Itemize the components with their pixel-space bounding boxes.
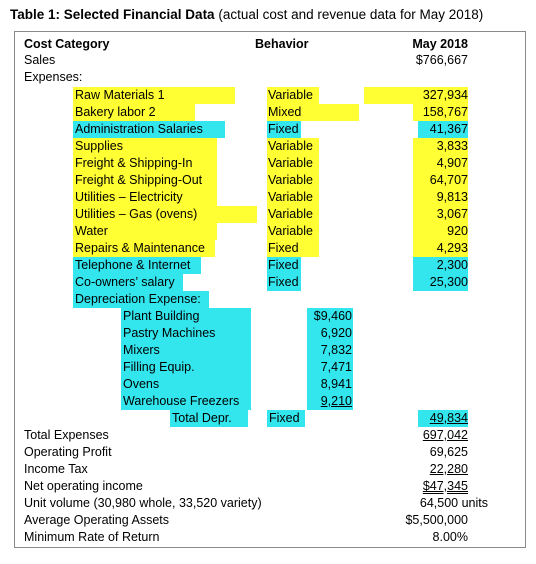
expense-behavior: Fixed xyxy=(268,122,299,136)
expense-value: 327,934 xyxy=(422,88,468,102)
summary-value: 64,500 units xyxy=(419,496,488,510)
expense-value: 4,293 xyxy=(436,241,468,255)
expense-label: Telephone & Internet xyxy=(75,258,191,272)
expense-label: Supplies xyxy=(75,139,123,153)
expense-behavior: Variable xyxy=(268,88,313,102)
expense-behavior: Variable xyxy=(268,190,313,204)
summary-value: 22,280 xyxy=(429,462,468,476)
depreciation-item-value: 7,471 xyxy=(320,360,352,374)
expense-behavior: Fixed xyxy=(268,275,299,289)
expense-behavior: Variable xyxy=(268,139,313,153)
expense-label: Bakery labor 2 xyxy=(75,105,156,119)
expense-behavior: Variable xyxy=(268,173,313,187)
depreciation-item-label: Ovens xyxy=(123,377,160,391)
summary-value: $47,345 xyxy=(422,479,468,493)
depreciation-label: Depreciation Expense: xyxy=(75,292,201,306)
depreciation-item-label: Pastry Machines xyxy=(123,326,216,340)
summary-value: 8.00% xyxy=(432,530,468,544)
depreciation-item-value: 7,832 xyxy=(320,343,352,357)
expense-label: Freight & Shipping-In xyxy=(75,156,193,170)
depreciation-item-label: Warehouse Freezers xyxy=(123,394,240,408)
expense-behavior: Fixed xyxy=(268,241,299,255)
expense-behavior: Mixed xyxy=(268,105,302,119)
total-depr-label-text: Total Depr. xyxy=(172,411,232,425)
expense-label: Co-owners’ salary xyxy=(75,275,175,289)
total-depr-behavior: Fixed xyxy=(269,411,300,425)
expense-value: 25,300 xyxy=(429,275,468,289)
depreciation-item-value: 6,920 xyxy=(320,326,352,340)
expense-label: Water xyxy=(75,224,108,238)
expense-behavior: Variable xyxy=(268,156,313,170)
depreciation-item-label: Plant Building xyxy=(123,309,200,323)
summary-label: Unit volume (30,980 whole, 33,520 variety) xyxy=(24,496,262,510)
expense-label: Administration Salaries xyxy=(75,122,203,136)
expense-value: 41,367 xyxy=(429,122,468,136)
table-title-rest: (actual cost and revenue data for May 2018) xyxy=(214,7,484,22)
summary-label: Operating Profit xyxy=(24,445,112,459)
sales-label: Sales xyxy=(24,53,56,67)
expense-value: 158,767 xyxy=(422,105,468,119)
table-title xyxy=(10,7,483,22)
depreciation-item-value: 9,210 xyxy=(320,394,352,408)
expense-value: 2,300 xyxy=(436,258,468,272)
expense-behavior: Fixed xyxy=(268,258,299,272)
depreciation-item-label: Mixers xyxy=(123,343,160,357)
summary-label: Net operating income xyxy=(24,479,143,493)
expense-value: 3,833 xyxy=(436,139,468,153)
expense-label: Repairs & Maintenance xyxy=(75,241,205,255)
summary-label: Minimum Rate of Return xyxy=(24,530,160,544)
expense-behavior: Variable xyxy=(268,224,313,238)
expense-behavior: Variable xyxy=(268,207,313,221)
expenses-label: Expenses: xyxy=(24,70,83,84)
total-depr-value: 49,834 xyxy=(429,411,468,425)
total-depr-label xyxy=(172,411,232,426)
summary-label: Income Tax xyxy=(24,462,88,476)
expense-value: 3,067 xyxy=(436,207,468,221)
depreciation-item-value: $9,460 xyxy=(313,309,352,323)
summary-label: Average Operating Assets xyxy=(24,513,169,527)
highlight-gas-extra xyxy=(217,206,257,223)
header-category: Cost Category xyxy=(24,37,110,51)
expense-value: 64,707 xyxy=(429,173,468,187)
depreciation-item-value: 8,941 xyxy=(320,377,352,391)
expense-label: Raw Materials 1 xyxy=(75,88,165,102)
depreciation-item-label: Filling Equip. xyxy=(123,360,195,374)
sales-value: $766,667 xyxy=(415,53,468,67)
table-title-bold: Table 1: Selected Financial Data xyxy=(10,7,215,22)
header-behavior: Behavior xyxy=(255,37,309,51)
expense-label: Utilities – Electricity xyxy=(75,190,183,204)
header-period: May 2018 xyxy=(412,37,468,51)
expense-label: Freight & Shipping-Out xyxy=(75,173,203,187)
expense-value: 920 xyxy=(447,224,468,238)
expense-value: 9,813 xyxy=(436,190,468,204)
expense-value: 4,907 xyxy=(436,156,468,170)
summary-label: Total Expenses xyxy=(24,428,109,442)
summary-value: 69,625 xyxy=(429,445,468,459)
expense-label: Utilities – Gas (ovens) xyxy=(75,207,198,221)
summary-value: 697,042 xyxy=(422,428,468,442)
summary-value: $5,500,000 xyxy=(405,513,468,527)
